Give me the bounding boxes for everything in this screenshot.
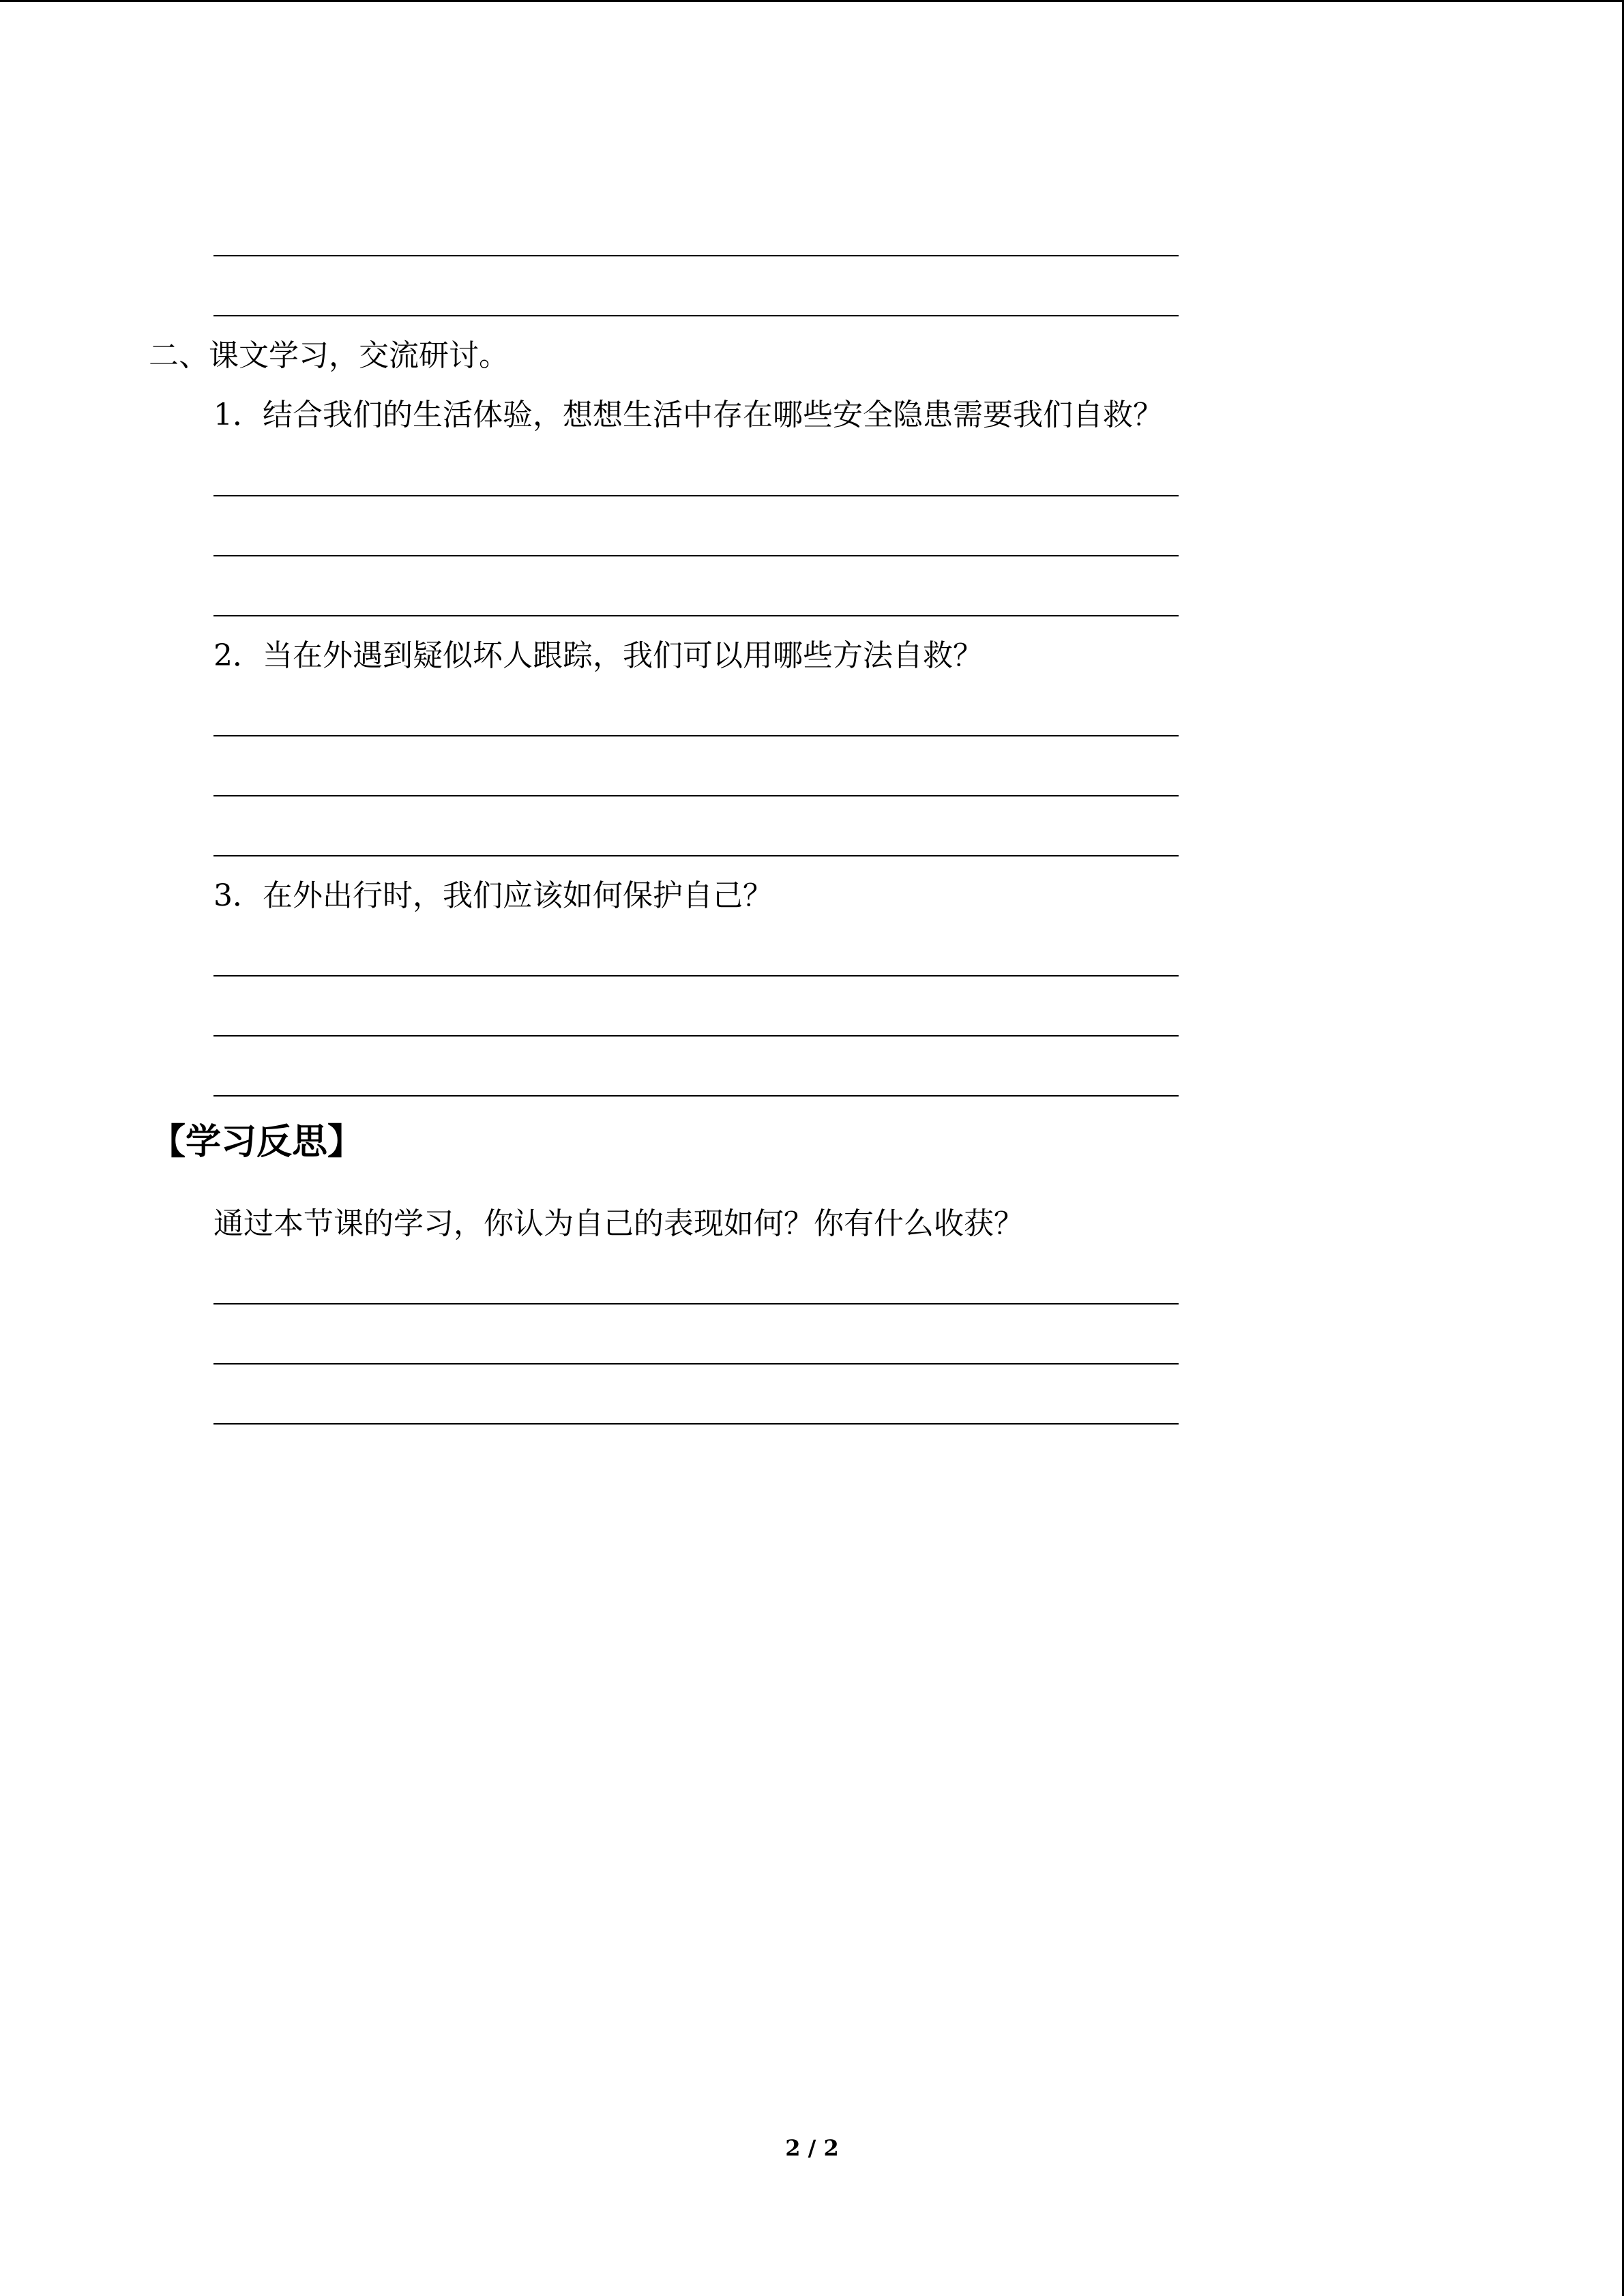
page-border-top bbox=[0, 0, 1624, 2]
answer-line bbox=[213, 1035, 1179, 1037]
answer-line bbox=[213, 495, 1179, 496]
answer-line bbox=[213, 855, 1179, 856]
answer-line bbox=[213, 975, 1179, 976]
answer-line bbox=[213, 735, 1179, 736]
question-3: 3．在外出行时，我们应该如何保护自己？ bbox=[213, 878, 773, 913]
reflection-heading: 【学习反思】 bbox=[150, 1122, 364, 1163]
answer-line bbox=[213, 315, 1179, 316]
page-number: 2 / 2 bbox=[785, 2135, 839, 2161]
answer-line bbox=[213, 1303, 1179, 1304]
answer-line bbox=[213, 1363, 1179, 1365]
reflection-prompt: 通过本节课的学习，你认为自己的表现如何？你有什么收获？ bbox=[213, 1206, 1024, 1241]
section-title: 二、课文学习，交流研讨。 bbox=[149, 338, 509, 373]
answer-line bbox=[213, 1095, 1179, 1097]
answer-line bbox=[213, 555, 1179, 556]
answer-line bbox=[213, 1423, 1179, 1425]
question-2: 2．当在外遇到疑似坏人跟踪，我们可以用哪些方法自救？ bbox=[213, 638, 983, 673]
answer-line bbox=[213, 615, 1179, 616]
answer-line bbox=[213, 795, 1179, 796]
question-1: 1．结合我们的生活体验，想想生活中存在哪些安全隐患需要我们自救？ bbox=[213, 398, 1163, 432]
answer-line bbox=[213, 255, 1179, 256]
